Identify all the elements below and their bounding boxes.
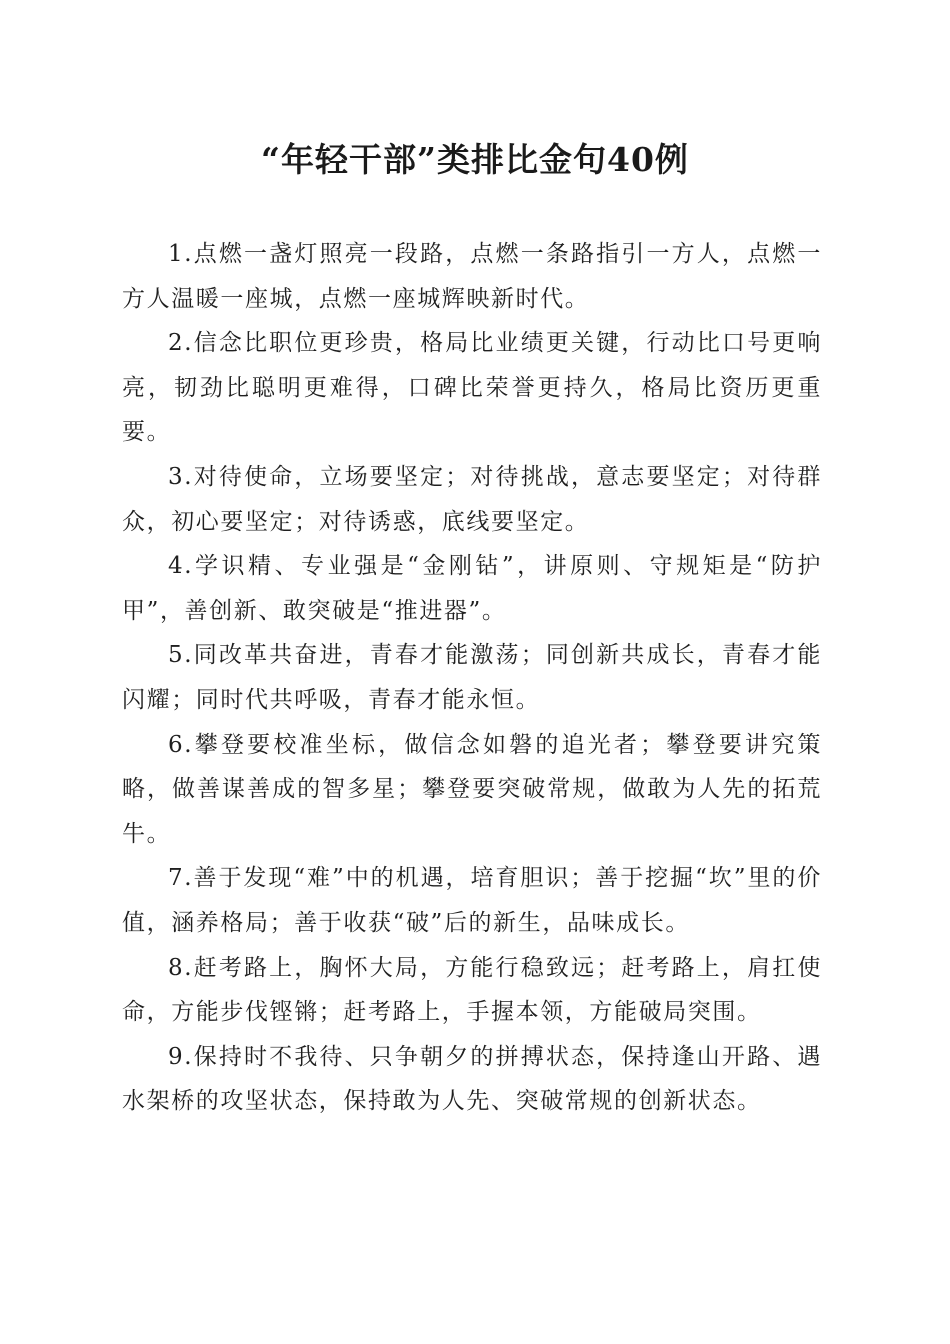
paragraph-2: 2.信念比职位更珍贵，格局比业绩更关键，行动比口号更响亮，韧劲比聪明更难得，口碑比荣誉更持久，格局比资历更重要。 [122,330,822,446]
paragraph-6: 6.攀登要校准坐标，做信念如磐的追光者；攀登要讲究策略，做善谋善成的智多星；攀登要突破常规，做敢为人先的拓荒牛。 [122,731,822,847]
paragraph-4: 4.学识精、专业强是“金刚钻”，讲原则、守规矩是“防护甲”，善创新、敢突破是“推进器”。 [122,553,822,624]
document-body [122,232,822,1124]
paragraph-3: 3.对待使命，立场要坚定；对待挑战，意志要坚定；对待群众，初心要坚定；对待诱惑，底线要坚定。 [122,463,822,535]
paragraph-9: 9.保持时不我待、只争朝夕的拼搏状态，保持逢山开路、遇水架桥的攻坚状态，保持敢为人先、突破常规的创新状态。 [122,1043,822,1115]
paragraph-5: 5.同改革共奋进，青春才能激荡；同创新共成长，青春才能闪耀；同时代共呼吸，青春才能永恒。 [122,642,822,713]
paragraph-7: 7.善于发现“难”中的机遇，培育胆识；善于挖掘“坎”里的价值，涵养格局；善于收获“破”后的新生，品味成长。 [122,865,822,936]
document-title: “年轻干部”类排比金句40例 [261,140,689,179]
paragraph-1: 1.点燃一盏灯照亮一段路，点燃一条路指引一方人，点燃一方人温暖一座城，点燃一座城辉映新时代。 [122,241,822,312]
paragraph-8: 8.赶考路上，胸怀大局，方能行稳致远；赶考路上，肩扛使命，方能步伐铿锵；赶考路上，手握本领，方能破局突围。 [122,954,822,1026]
